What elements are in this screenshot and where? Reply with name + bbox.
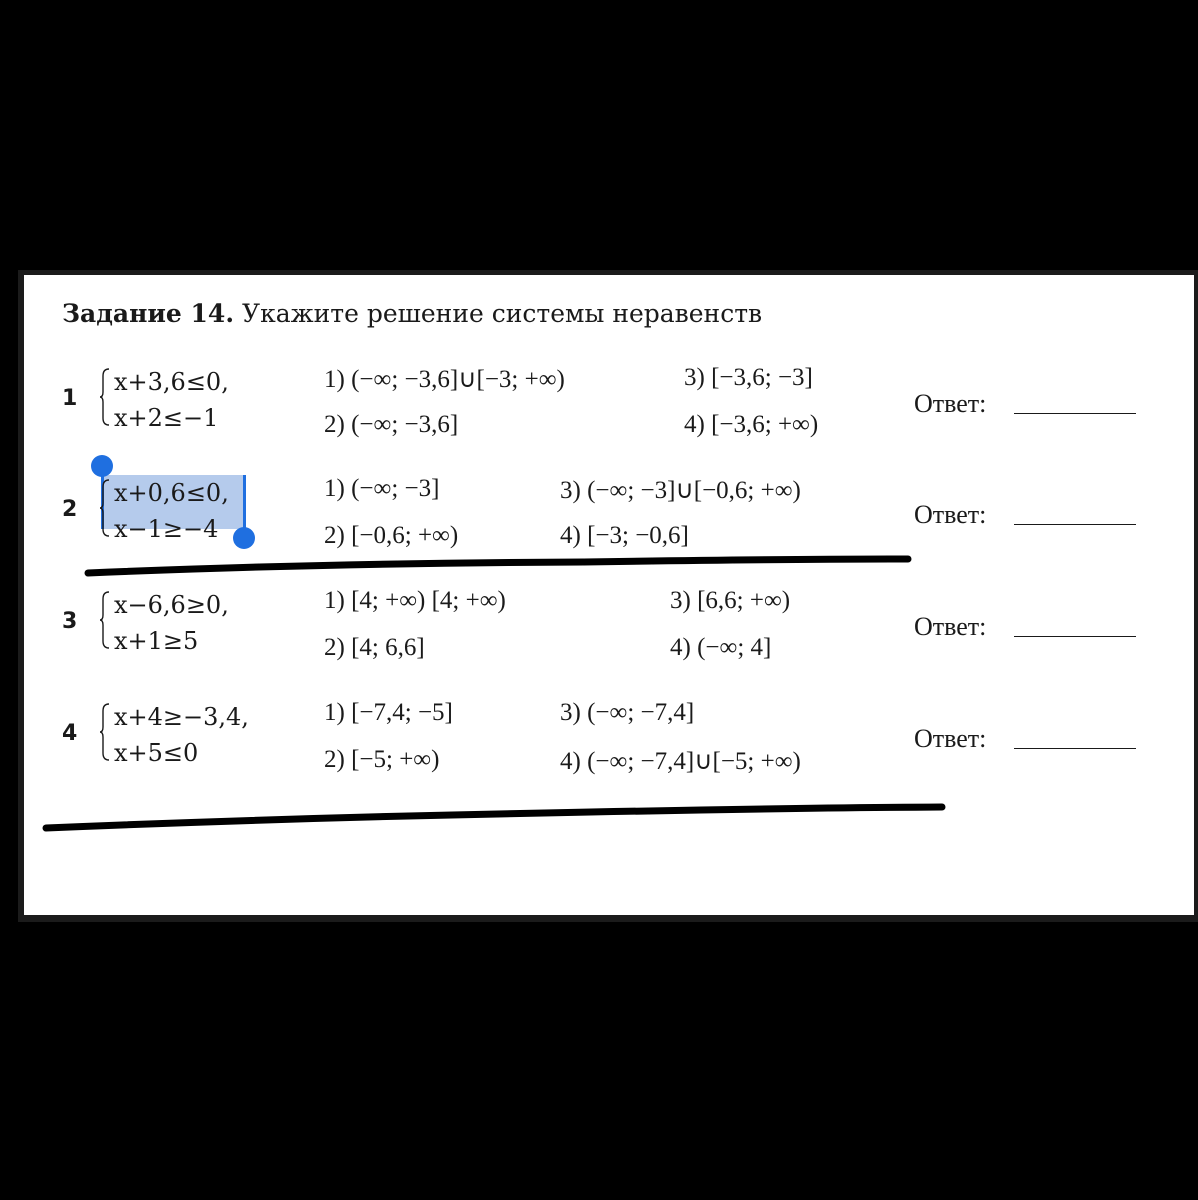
task-3-option-2: 2) [4; 6,6] [324,634,425,661]
pen-underline-stroke-1 [88,559,908,573]
worksheet-page [24,275,1194,915]
task-1-option-4: 4) [−3,6; +∞) [684,411,819,438]
task-3-option-4: 4) (−∞; 4] [670,634,772,661]
task-4-answer-label: Ответ: [914,724,987,753]
task-2-option-1: 1) (−∞; −3] [324,475,440,502]
task-3-line-1: x−6,6≥0, [114,591,229,619]
task-3-option-3: 3) [6,6; +∞) [670,587,791,614]
task-2-answer-label: Ответ: [914,500,987,529]
task-4-option-4: 4) (−∞; −7,4]∪[−5; +∞) [560,748,801,775]
task-1-option-1: 1) (−∞; −3,6]∪[−3; +∞) [324,366,565,393]
task-1-option-2: 2) (−∞; −3,6] [324,411,459,438]
pen-annotations [24,275,1194,915]
task-number-label: Задание 14. [62,299,235,328]
task-2-line-2: x−1≥−4 [114,515,219,543]
task-3-answer-label: Ответ: [914,612,987,641]
task-4-option-3: 3) (−∞; −7,4] [560,699,695,726]
task-1-line-2: x+2≤−1 [114,404,219,432]
task-4-line-1: x+4≥−3,4, [114,703,249,731]
task-4-number: 4 [62,721,78,746]
task-1-option-3: 3) [−3,6; −3] [684,364,813,391]
task-2-option-4: 4) [−3; −0,6] [560,522,689,549]
task-4-line-2: x+5≤0 [114,739,199,767]
task-2-line-1: x+0,6≤0, [114,479,229,507]
pen-underline-stroke-2 [46,807,942,828]
task-3-line-2: x+1≥5 [114,627,199,655]
task-3-option-1: 1) [4; +∞) [4; +∞) [324,587,506,614]
task-2-number: 2 [62,497,78,522]
task-2-option-3: 3) (−∞; −3]∪[−0,6; +∞) [560,477,801,504]
task-4-option-2: 2) [−5; +∞) [324,746,440,773]
task-1-number: 1 [62,386,78,411]
task-instruction: Укажите решение системы неравенств [242,299,763,328]
task-3-number: 3 [62,609,78,634]
task-4-option-1: 1) [−7,4; −5] [324,699,453,726]
task-1-line-1: x+3,6≤0, [114,368,229,396]
task-2-option-2: 2) [−0,6; +∞) [324,522,459,549]
task-1-answer-label: Ответ: [914,389,987,418]
